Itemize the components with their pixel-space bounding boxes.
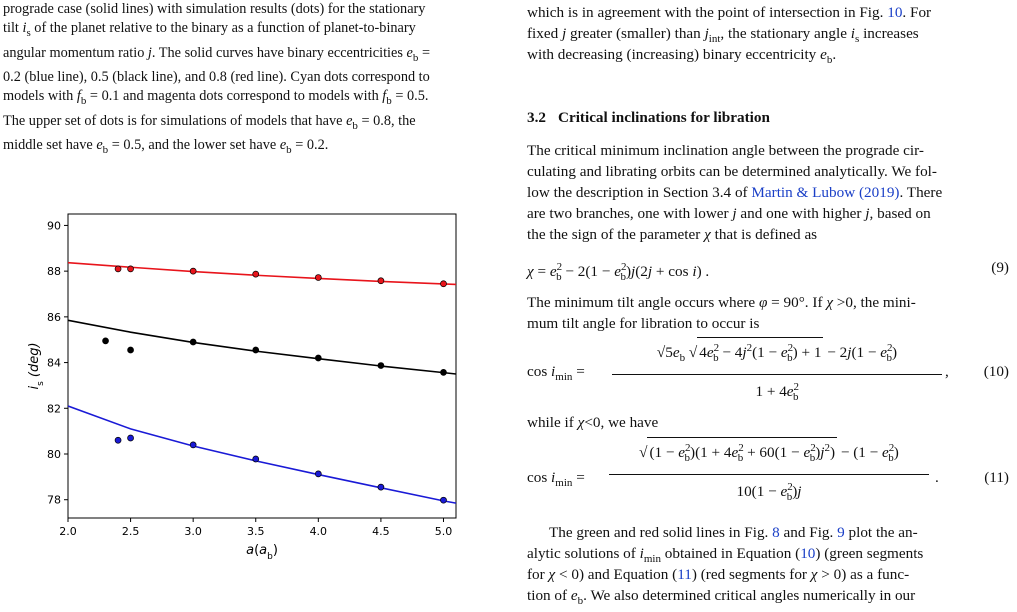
text-line: culating and librating orbits can be determined analytically. We fol- [527, 163, 937, 180]
y-tick-label: 80 [47, 448, 61, 461]
series-point-0 [115, 266, 121, 272]
series-point-2 [378, 484, 384, 490]
series-point-1 [103, 338, 109, 344]
text-line: which is in agreement with the point of intersection in Fig. 10. For [527, 4, 932, 21]
caption-line-5: models with $f_b = 0.1$ and magenta dots correspond to models with $f_b = 0.5$. [3, 88, 429, 108]
fig10-link[interactable]: 10 [887, 4, 903, 21]
section-heading [527, 107, 770, 128]
text-line: The critical minimum inclination angle between the prograde cir- [527, 142, 924, 159]
text-line: while if χ<0, we have [527, 414, 659, 431]
y-tick-label: 88 [47, 265, 61, 279]
series-point-2 [253, 456, 259, 462]
text-line: are two branches, one with lower j and one with higher j, based on [527, 205, 931, 222]
text-line: The green and red solid lines in Fig. 8 and Fig. 9 plot the an- [549, 524, 918, 541]
caption-line-6: The upper set of dots is for simulations of models that have $e_b = 0.8$, the [3, 112, 416, 132]
martin-lubow-ref[interactable]: Martin & Lubow (2019) [751, 184, 900, 201]
series-point-2 [115, 437, 121, 443]
eq10-link[interactable]: 10 [800, 545, 816, 562]
equation-10: $\cos i_{min}$ = $√5e_b$ √ $4e^2_b - 4j^2(1 - e^2_b) + 1 - 2j(1 - e^2_b)$ $1 + 4e^2_b$ , (10) [527, 337, 1013, 407]
series-point-2 [128, 435, 134, 441]
x-tick-label: 3.0 [184, 525, 202, 538]
text-line: with decreasing (increasing) binary eccentricity $e_b$. [527, 46, 837, 67]
text-line: alytic solutions of $i_{min}$ obtained in Equation (10) (green segments [527, 545, 924, 566]
text-line: mum tilt angle for libration to occur is [527, 315, 760, 332]
y-tick-label: 78 [47, 493, 61, 507]
x-tick-label: 3.5 [246, 525, 265, 538]
series-point-0 [190, 268, 196, 274]
x-tick-label: 2.0 [59, 525, 77, 538]
y-tick-label: 84 [47, 356, 61, 370]
y-tick-label: 82 [47, 402, 61, 416]
equation-10-number: (10) [983, 363, 1009, 380]
text-line: fixed j greater (smaller) than $j_{int}$, the stationary angle $i_s$ increases [527, 25, 919, 46]
caption-line-4: 0.2 (blue line), 0.5 (black line), and 0.8 (red line). Cyan dots correspond to [3, 68, 430, 85]
series-point-1 [378, 363, 384, 369]
text-line: for χ < 0) and Equation (11) (red segments for χ > 0) as a func- [527, 566, 910, 583]
series-point-1 [128, 347, 134, 353]
x-tick-label: 2.5 [121, 525, 140, 538]
fig8-link[interactable]: 8 [772, 524, 780, 541]
series-point-2 [190, 442, 196, 448]
series-point-1 [190, 339, 196, 345]
caption-line-7: middle set have $e_b = 0.5$, and the lower set have $e_b = 0.2$. [3, 136, 329, 156]
series-point-0 [440, 281, 446, 287]
equation-11: $\cos i_{min}$ = √ $(1 - e^2_b)(1 + 4e^2_b + 60(1 - e^2_b)j^2) - (1 - e^2_b)$ $10(1 - e^2_b)j$ . (11) [527, 437, 1013, 507]
series-point-0 [128, 266, 134, 272]
equation-11-number: (11) [984, 469, 1009, 486]
y-tick-label: 90 [47, 219, 61, 233]
series-point-1 [253, 347, 259, 353]
text-line: low the description in Section 3.4 of Martin & Lubow (2019). There [527, 184, 943, 201]
section-title: Critical inclinations for libration [557, 109, 770, 126]
series-point-1 [440, 369, 446, 375]
series-line-0 [68, 263, 456, 285]
eq11-link[interactable]: 11 [677, 566, 692, 583]
y-tick-label: 86 [47, 310, 61, 324]
x-tick-label: 4.5 [372, 525, 390, 538]
figure-caption [3, 0, 489, 160]
caption-line-3: angular momentum ratio j. The solid curves have binary eccentricities $e_b$ = [3, 44, 431, 64]
y-axis-label: $i_s$ (deg) [27, 342, 46, 390]
equation-9-number: (9) [991, 259, 1009, 276]
x-tick-label: 4.0 [309, 525, 328, 538]
text-line: the the sign of the parameter χ that is defined as [527, 226, 818, 243]
x-tick-label: 5.0 [434, 525, 453, 538]
series-point-0 [315, 275, 321, 281]
text-line: tion of $e_b$. We also determined critical angles numerically in our [527, 587, 916, 608]
series-line-1 [68, 320, 456, 374]
series-point-2 [440, 497, 446, 503]
plot-frame [68, 214, 456, 518]
series-point-0 [378, 278, 384, 284]
section-number: 3.2 [527, 109, 546, 126]
stationary-tilt-chart [0, 205, 470, 585]
caption-line-2: tilt $i_s$ of the planet relative to the binary as a function of planet-to-binary [3, 20, 416, 40]
fig9-link[interactable]: 9 [837, 524, 845, 541]
caption-line-1: prograde case (solid lines) with simulation results (dots) for the stationary [3, 1, 426, 17]
series-point-1 [315, 355, 321, 361]
series-line-2 [68, 406, 456, 503]
text-line: The minimum tilt angle occurs where φ = 90°. If χ >0, the mini- [527, 294, 916, 311]
x-axis-label: $a(a_b)$ [246, 543, 278, 562]
series-point-2 [315, 471, 321, 477]
equation-9: $\chi = e^2_b - 2(1 - e^2_b)j(2j + \cos i)$ . (9) [527, 259, 1009, 284]
series-point-0 [253, 271, 259, 277]
